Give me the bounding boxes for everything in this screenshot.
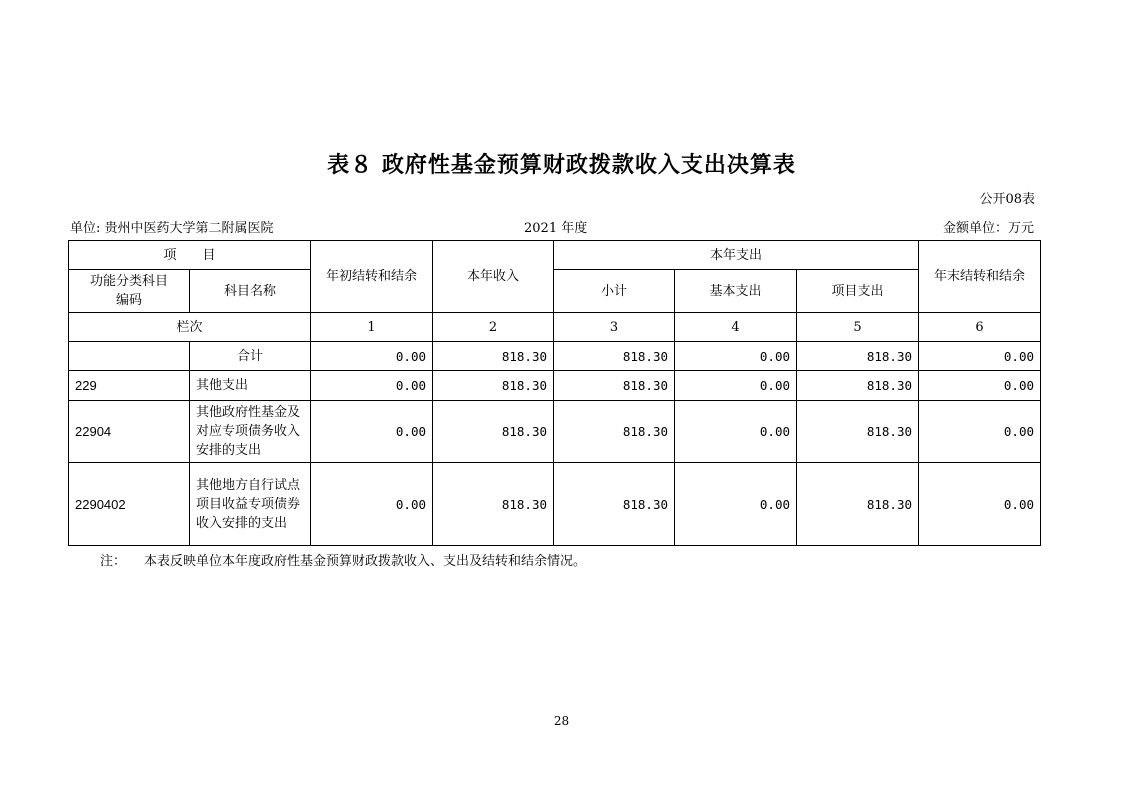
row-code: 229 xyxy=(69,371,190,401)
header-project: 项目支出 xyxy=(797,270,919,313)
col-no-6: 6 xyxy=(919,313,1041,342)
header-row-2 xyxy=(69,270,1041,313)
row-project: 818.30 xyxy=(797,342,919,371)
header-func-code: 功能分类科目编码 xyxy=(69,270,190,313)
row-closing: 0.00 xyxy=(919,463,1041,546)
column-number-label: 栏次 xyxy=(69,313,311,342)
row-basic: 0.00 xyxy=(675,463,797,546)
column-number-row xyxy=(69,313,1041,342)
col-no-5: 5 xyxy=(797,313,919,342)
header-subtotal: 小计 xyxy=(554,270,675,313)
header-row-1 xyxy=(69,241,1041,270)
row-name: 合计 xyxy=(190,342,311,371)
row-basic: 0.00 xyxy=(675,401,797,463)
row-basic: 0.00 xyxy=(675,371,797,401)
header-subject-name: 科目名称 xyxy=(190,270,311,313)
header-closing: 年末结转和结余 xyxy=(919,241,1041,313)
row-subtotal: 818.30 xyxy=(554,401,675,463)
row-opening: 0.00 xyxy=(311,463,433,546)
col-no-2: 2 xyxy=(433,313,554,342)
row-subtotal: 818.30 xyxy=(554,463,675,546)
year-label: 2021 年度 xyxy=(524,221,588,236)
col-no-3: 3 xyxy=(554,313,675,342)
row-income: 818.30 xyxy=(433,463,554,546)
note-text: 本表反映单位本年度政府性基金预算财政拨款收入、支出及结转和结余情况。 xyxy=(144,554,587,569)
meta-row xyxy=(70,217,1034,235)
amount-unit-label: 金额单位：万元 xyxy=(942,221,1034,236)
row-opening: 0.00 xyxy=(311,342,433,371)
row-code: 2290402 xyxy=(69,463,190,546)
header-expense-group: 本年支出 xyxy=(554,241,919,270)
row-opening: 0.00 xyxy=(311,371,433,401)
form-code: 公开08表 xyxy=(979,192,1035,207)
table-row xyxy=(69,371,1041,401)
row-code: 22904 xyxy=(69,401,190,463)
table-note xyxy=(100,550,586,569)
row-name: 其他支出 xyxy=(190,371,311,401)
note-label: 注： xyxy=(100,554,127,569)
row-basic: 0.00 xyxy=(675,342,797,371)
row-project: 818.30 xyxy=(797,463,919,546)
row-income: 818.30 xyxy=(433,401,554,463)
row-income: 818.30 xyxy=(433,342,554,371)
row-subtotal: 818.30 xyxy=(554,342,675,371)
header-basic: 基本支出 xyxy=(675,270,797,313)
table-row xyxy=(69,342,1041,371)
table-row xyxy=(69,463,1041,546)
row-name: 其他政府性基金及对应专项债务收入安排的支出 xyxy=(190,401,311,463)
row-code xyxy=(69,342,190,371)
page-number: 28 xyxy=(553,714,570,728)
unit-label: 单位: 贵州中医药大学第二附属医院 xyxy=(70,221,274,236)
col-no-1: 1 xyxy=(311,313,433,342)
row-project: 818.30 xyxy=(797,371,919,401)
page-title: 表８ 政府性基金预算财政拨款收入支出决算表 xyxy=(327,153,796,178)
row-closing: 0.00 xyxy=(919,371,1041,401)
row-opening: 0.00 xyxy=(311,401,433,463)
header-income: 本年收入 xyxy=(433,241,554,313)
row-closing: 0.00 xyxy=(919,401,1041,463)
row-name: 其他地方自行试点项目收益专项债券收入安排的支出 xyxy=(190,463,311,546)
header-opening: 年初结转和结余 xyxy=(311,241,433,313)
table-row xyxy=(69,401,1041,463)
col-no-4: 4 xyxy=(675,313,797,342)
row-project: 818.30 xyxy=(797,401,919,463)
budget-table xyxy=(68,240,1041,546)
row-closing: 0.00 xyxy=(919,342,1041,371)
header-item: 项 目 xyxy=(69,241,311,270)
row-income: 818.30 xyxy=(433,371,554,401)
row-subtotal: 818.30 xyxy=(554,371,675,401)
